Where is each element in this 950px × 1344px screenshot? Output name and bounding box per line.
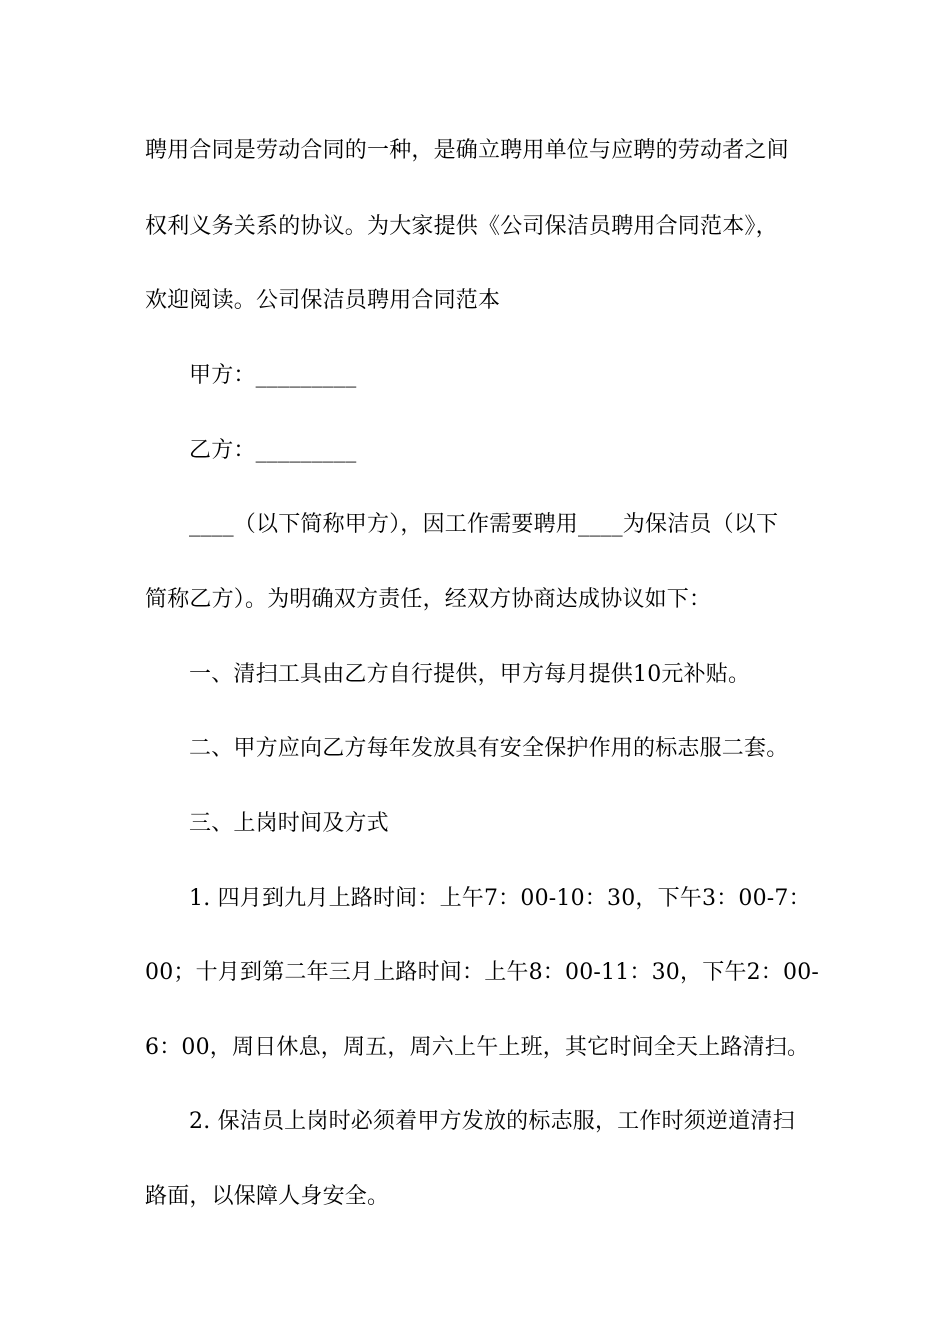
clause-3-item-2-line-2: 路面，以保障人身安全。 [145, 1184, 390, 1209]
intro-line-1: 聘用合同是劳动合同的一种，是确立聘用单位与应聘的劳动者之间 [145, 138, 789, 163]
preamble-line-1: ____（以下简称甲方），因工作需要聘用____为保洁员（以下 [189, 512, 779, 537]
clause-3-item-1-line-2: 00；十月到第二年三月上路时间：上午8：00-11：30，下午2：00- [145, 960, 820, 985]
clause-3-item-2-line-1: 2. 保洁员上岗时必须着甲方发放的标志服，工作时须逆道清扫 [189, 1109, 795, 1134]
party-a-line: 甲方：_________ [189, 363, 357, 388]
intro-line-2: 权利义务关系的协议。为大家提供《公司保洁员聘用合同范本》， [145, 214, 778, 239]
clause-1: 一、清扫工具由乙方自行提供，甲方每月提供10元补贴。 [189, 662, 751, 687]
intro-line-3: 欢迎阅读。公司保洁员聘用合同范本 [145, 288, 501, 313]
preamble-line-2: 简称乙方）。为明确双方责任，经双方协商达成协议如下： [145, 587, 712, 612]
clause-3-heading: 三、上岗时间及方式 [189, 811, 389, 836]
clause-2: 二、甲方应向乙方每年发放具有安全保护作用的标志服二套。 [189, 736, 789, 761]
party-b-line: 乙方：_________ [189, 438, 357, 463]
clause-3-item-1-line-3: 6：00，周日休息，周五，周六上午上班，其它时间全天上路清扫。 [145, 1035, 810, 1060]
clause-3-item-1-line-1: 1. 四月到九月上路时间：上午7：00-10：30，下午3：00-7： [189, 886, 811, 911]
